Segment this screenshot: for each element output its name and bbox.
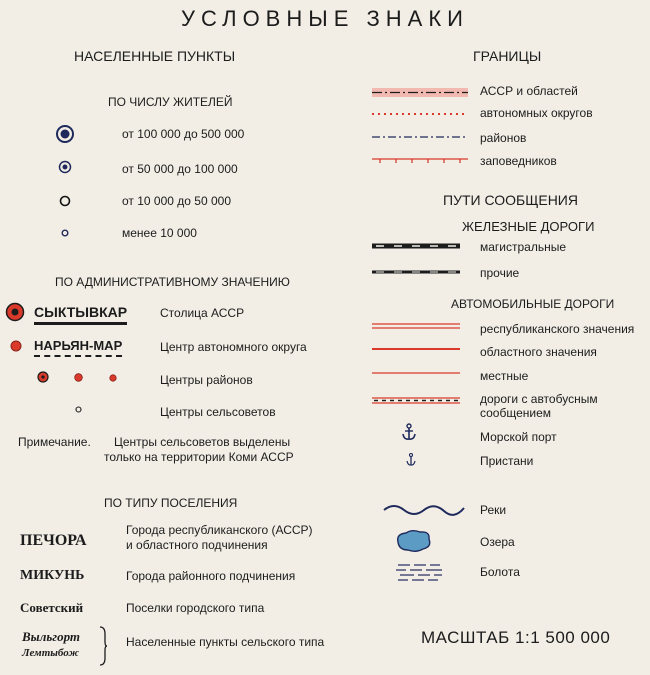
okrug-center-symbol xyxy=(10,340,22,352)
population-label-3: от 10 000 до 50 000 xyxy=(122,194,231,208)
legend-title: УСЛОВНЫЕ ЗНАКИ xyxy=(181,6,469,31)
district-center-label: Центры районов xyxy=(160,373,253,387)
border-district-label: районов xyxy=(480,131,527,145)
lakes-label: Озера xyxy=(480,535,515,549)
admin-heading: ПО АДМИНИСТРАТИВНОМУ ЗНАЧЕНИЮ xyxy=(55,275,290,289)
note-label: Примечание. xyxy=(18,435,91,449)
road-oblast-symbol xyxy=(372,346,460,352)
road-republic-symbol xyxy=(372,322,460,330)
settlements-heading: НАСЕЛЕННЫЕ ПУНКТЫ xyxy=(74,48,236,64)
capital-symbol xyxy=(5,302,25,322)
railway-main-symbol xyxy=(372,242,460,250)
border-reserve-label: заповедников xyxy=(480,154,557,168)
population-label-4: менее 10 000 xyxy=(122,226,197,240)
selsovet-center-label: Центры сельсоветов xyxy=(160,405,276,419)
border-assr-label: АССР и областей xyxy=(480,84,578,98)
district-center-symbol-medium xyxy=(74,373,83,382)
road-local-symbol xyxy=(372,370,460,376)
border-district-symbol xyxy=(372,133,468,141)
population-symbol-small xyxy=(59,195,71,207)
railway-main-label: магистральные xyxy=(480,240,567,254)
vylgort-sample: Выльгорт xyxy=(22,629,81,644)
note-line-1: Центры сельсоветов выделены xyxy=(114,435,291,449)
capital-label: Столица АССР xyxy=(160,306,245,320)
swamps-label: Болота xyxy=(480,565,520,579)
okrug-center-label: Центр автономного округа xyxy=(160,340,307,354)
mikun-sample: МИКУНЬ xyxy=(20,568,85,583)
border-okrug-label: автономных округов xyxy=(480,106,593,120)
population-symbol-large xyxy=(55,124,75,144)
railway-other-label: прочие xyxy=(480,266,520,280)
note-line-2: только на территории Коми АССР xyxy=(104,450,294,464)
population-label-2: от 50 000 до 100 000 xyxy=(122,162,238,176)
roads-heading: АВТОМОБИЛЬНЫЕ ДОРОГИ xyxy=(451,297,615,311)
okrug-center-name: НАРЬЯН-МАР xyxy=(34,338,122,357)
pechora-desc-2: и областного подчинения xyxy=(126,538,268,552)
road-bus-symbol xyxy=(372,395,460,405)
border-reserve-symbol xyxy=(372,154,468,166)
border-okrug-symbol xyxy=(372,110,468,118)
sovetsky-sample: Советский xyxy=(20,600,84,615)
lake-symbol xyxy=(394,528,434,554)
type-heading: ПО ТИПУ ПОСЕЛЕНИЯ xyxy=(104,496,238,510)
mikun-desc: Города районного подчинения xyxy=(126,569,296,583)
sovetsky-desc: Поселки городского типа xyxy=(126,601,265,615)
road-republic-label: республиканского значения xyxy=(480,322,635,336)
sea-port-label: Морской порт xyxy=(480,430,557,444)
swamp-symbol xyxy=(396,562,444,584)
piers-label: Пристани xyxy=(480,454,534,468)
border-assr-symbol xyxy=(372,86,468,100)
population-symbol-tiny xyxy=(61,229,69,237)
rivers-label: Реки xyxy=(480,503,507,517)
population-heading: ПО ЧИСЛУ ЖИТЕЛЕЙ xyxy=(108,95,233,109)
population-label-1: от 100 000 до 500 000 xyxy=(122,127,245,141)
population-symbol-medium xyxy=(58,160,72,174)
railway-other-symbol xyxy=(372,268,460,276)
pechora-sample: ПЕЧОРА xyxy=(20,532,87,549)
river-symbol xyxy=(384,500,466,520)
small-anchor-icon xyxy=(406,453,416,466)
district-center-symbol-small xyxy=(109,374,117,382)
pechora-desc-1: Города республиканского (АССР) xyxy=(126,523,313,537)
transport-heading: ПУТИ СООБЩЕНИЯ xyxy=(443,192,578,208)
anchor-icon xyxy=(402,423,416,441)
capital-name: СЫКТЫВКАР xyxy=(34,304,127,325)
district-center-symbol-large xyxy=(37,371,49,383)
borders-heading: ГРАНИЦЫ xyxy=(473,48,542,64)
selsovet-center-symbol xyxy=(75,406,82,413)
road-local-label: местные xyxy=(480,369,529,383)
map-scale: МАСШТАБ 1:1 500 000 xyxy=(421,628,611,647)
road-oblast-label: областного значения xyxy=(480,345,597,359)
road-bus-label-2: сообщением xyxy=(480,406,552,420)
lemtybozh-sample: Лемтыбож xyxy=(22,647,79,659)
railways-heading: ЖЕЛЕЗНЫЕ ДОРОГИ xyxy=(462,219,595,234)
rural-brace xyxy=(98,626,108,666)
rural-desc: Населенные пункты сельского типа xyxy=(126,635,325,649)
road-bus-label-1: дороги с автобусным xyxy=(480,392,598,406)
